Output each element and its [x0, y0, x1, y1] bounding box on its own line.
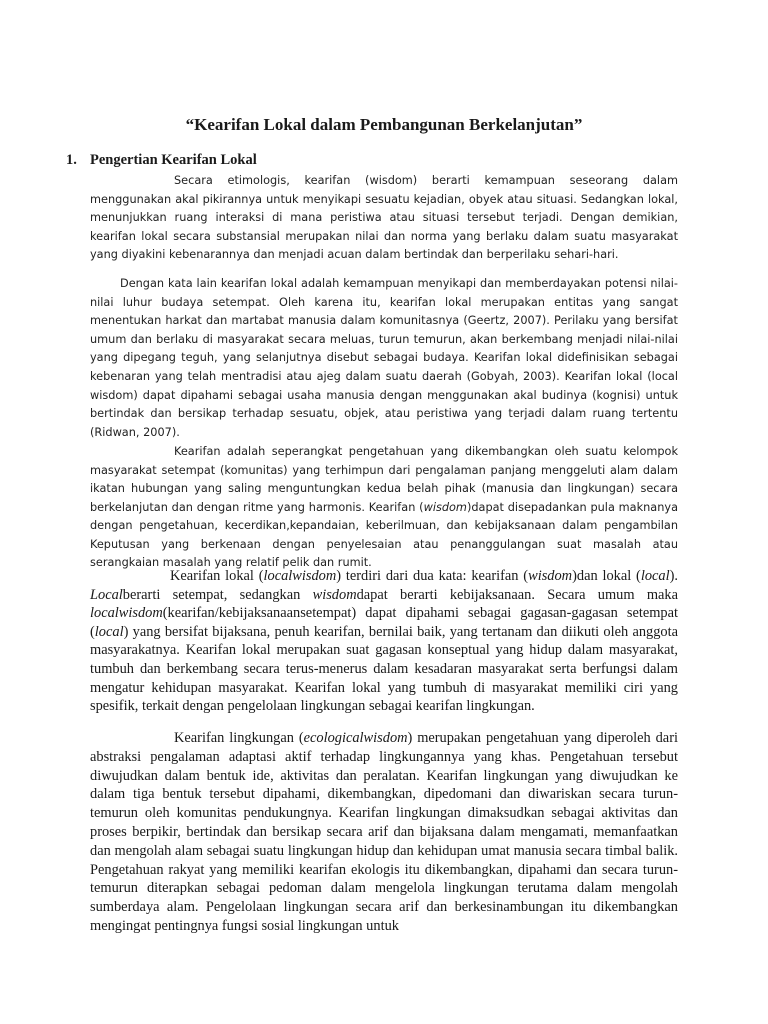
paragraph-text: ).	[669, 568, 678, 584]
paragraph-text: )dan lokal (	[572, 568, 641, 584]
paragraph-text: ) yang bersifat bijaksana, penuh kearifan, bernilai baik, yang tertanam dan diikuti oleh anggota masyarakatnya. Kearifan lokal merupakan suat gagasan konseptual yang hidup dalam masyarakat, tumbuh dan berkembang secara terus-menerus dalam kesadaran masyarakat serta berfungsi dalam mengatur kehidupan masyarakat. Kearifan lokal yang tumbuh di masyarakat memiliki ciri yang spesifik, terkait dengan pengelolaan lingkungan sebagai kearifan lingkungan.	[90, 623, 678, 715]
section-title: Pengertian Kearifan Lokal	[90, 152, 257, 168]
paragraph-ecological-wisdom	[90, 729, 678, 936]
paragraph-text: Kearifan adalah seperangkat pengetahuan yang dikembangkan oleh suatu kelompok masyarakat setempat (komunitas) yang terhimpun dari pengalaman panjang menggeluti alam dalam ikatan hubungan yang saling menguntungkan kedua belah pihak (manusia dan lingkungan) secara berkelanjutan dan dengan ritme yang harmonis. Kearifan (	[90, 445, 678, 514]
italic-term: local	[640, 568, 670, 584]
paragraph-etymology: Secara etimologis, kearifan (wisdom) berarti kemampuan seseorang dalam menggunakan akal pikirannya untuk menyikapi sesuatu kejadian, obyek atau situasi. Sedangkan lokal, menunjukkan ruang interaksi di mana peristiwa atau situasi tersebut terjadi. Dengan demikian, kearifan lokal secara substansial merupakan nilai dan norma yang berlaku dalam suatu masyarakat yang diyakini kebenarannya dan menjadi acuan dalam bertindak dan berperilaku sehari-hari.	[90, 174, 678, 261]
section-number: 1.	[66, 152, 77, 168]
document-title: “Kearifan Lokal dalam Pembangunan Berkelanjutan”	[185, 115, 583, 134]
paragraph-text: )dapat disepadankan pula maknanya dengan pengetahuan, kecerdikan,kepandaian, keberilmuan, dan kebijaksanaan dalam pengambilan Keputusan yang berkenaan dengan penyelesaian atau penanggulangan suat masalah atau serangkaian masalah yang relatif pelik dan rumit.	[90, 500, 678, 569]
paragraph-knowledge	[90, 443, 678, 573]
paragraph-text: Kearifan lingkungan (	[174, 730, 304, 746]
italic-term: wisdom	[423, 500, 467, 514]
paragraph-text: dapat berarti kebijaksanaan. Secara umum maka	[356, 586, 678, 603]
paragraph-text: ) merupakan pengetahuan yang diperoleh dari abstraksi pengalaman adaptasi aktif terhadap lingkungannya yang khas. Pengetahuan tersebut diwujudkan dalam bentuk ide, aktivitas dan peralatan. Kearifan lingkungan yang diwujudkan ke dalam tiga bentuk tersebut dipahami, dikembangkan, dipedomani dan diwariskan secara turun-temurun oleh komunitas pendukungnya. Kearifan lingkungan dimaksudkan sebagai aktivitas dan proses berpikir, bertindak dan bersikap secara arif dan bijaksana dalam mengamati, memanfaatkan dan mengolah alam sebagai suatu lingkungan hidup dan kehidupan umat manusia secara timbal balik. Pengetahuan rakyat yang memiliki kearifan ekologis itu dikembangkan, dipahami dan secara turun-temurun diterapkan sebagai pedoman dalam mengelola lingkungan terutama dalam mengolah sumberdaya alam. Pengelolaan lingkungan secara arif dan berkesinambungan itu dikembangkan mengingat pentingnya fungsi sosial lingkungan untuk	[90, 730, 678, 934]
italic-term: ecologicalwisdom	[303, 730, 408, 746]
italic-term: wisdom	[528, 568, 573, 584]
italic-term: Local	[90, 586, 123, 603]
paragraph-text: berarti setempat, sedangkan	[122, 586, 313, 603]
paragraph-definition: Dengan kata lain kearifan lokal adalah kemampuan menyikapi dan memberdayakan potensi nilai-nilai luhur budaya setempat. Oleh karena itu, kearifan lokal merupakan entitas yang sangat menentukan harkat dan martabat manusia dalam komunitasnya (Geertz, 2007). Perilaku yang bersifat umum dan berlaku di masyarakat secara meluas, turun temurun, akan berkembang menjadi nilai-nilai yang dipegang teguh, yang selanjutnya disebut sebagai budaya. Kearifan lokal didefinisikan sebagai kebenaran yang telah mentradisi atau ajeg dalam suatu daerah (Gobyah, 2003). Kearifan lokal (local wisdom) dapat dipahami sebagai usaha manusia dengan menggunakan akal budinya (kognisi) untuk bertindak dan bersikap terhadap sesuatu, objek, atau peristiwa yang terjadi dalam ruang tertentu (Ridwan, 2007).	[90, 277, 678, 439]
paragraph-text: Kearifan lokal (	[170, 568, 264, 584]
paragraph-local-wisdom	[90, 567, 678, 716]
section-heading	[66, 151, 666, 169]
paragraph-text: ) terdiri dari dua kata: kearifan (	[336, 568, 529, 584]
italic-term: localwisdom	[90, 605, 163, 622]
italic-term: wisdom	[312, 586, 357, 603]
paragraph-text: (kearifan/kebijaksanaansetempat) dapat dipahami sebagai gagasan-gagasan setempat (	[90, 605, 678, 640]
italic-term: localwisdom	[263, 568, 337, 584]
italic-term: local	[94, 623, 124, 640]
